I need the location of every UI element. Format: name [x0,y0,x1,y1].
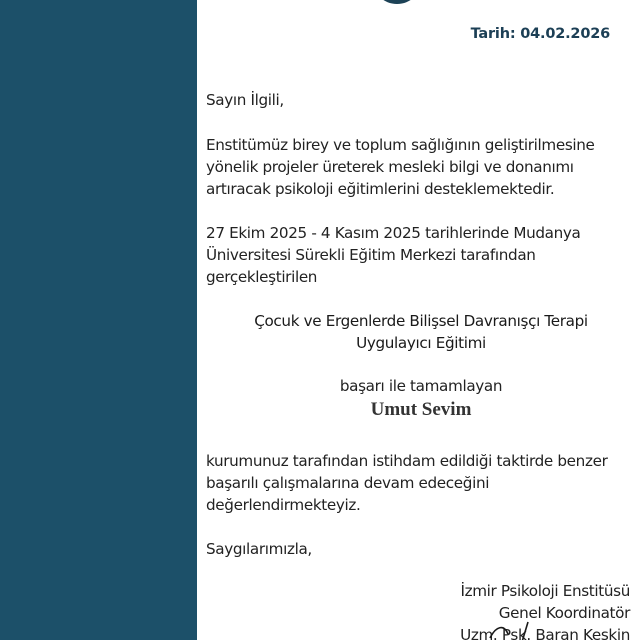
salutation: Sayın İlgili, [206,91,284,109]
signature-block [460,580,630,640]
paragraph3-line: kurumunuz tarafından istihdam edildiği taktirde benzer [206,452,608,470]
closing: Saygılarımızla, [206,540,312,558]
paragraph2-line: gerçekleştirilen [206,268,318,286]
course-title-line: Çocuk ve Ergenlerde Bilişsel Davranışçı Terapi [254,312,588,330]
sidebar-band [0,0,197,640]
paragraph2-line: 27 Ekim 2025 - 4 Kasım 2025 tarihlerinde Mudanya [206,224,581,242]
paragraph1-line: artıracak psikoloji eğitimlerini desteklemektedir. [206,180,555,198]
completion-text: başarı ile tamamlayan [339,377,503,395]
paragraph3-line: değerlendirmekteyiz. [206,496,361,514]
paragraph1-line: yönelik projeler üreterek mesleki bilgi ve donanımı [206,158,574,176]
signature-institution: İzmir Psikoloji Enstitüsü [460,582,630,600]
paragraph2-line: Üniversitesi Sürekli Eğitim Merkezi tarafından [206,246,536,264]
paragraph3-line: başarılı çalışmalarına devam edeceğini [206,474,490,492]
logo-icon [372,0,422,4]
course-title-line: Uygulayıcı Eğitimi [356,334,486,352]
letter-date: Tarih: 04.02.2026 [470,26,610,42]
recipient-name: Umut Sevim [370,399,472,420]
signature-signer: Uzm. Psk. Baran Keskin [460,626,630,640]
signature-role: Genel Koordinatör [498,604,630,622]
paragraph1-line: Enstitümüz birey ve toplum sağlığının geliştirilmesine [206,136,595,154]
